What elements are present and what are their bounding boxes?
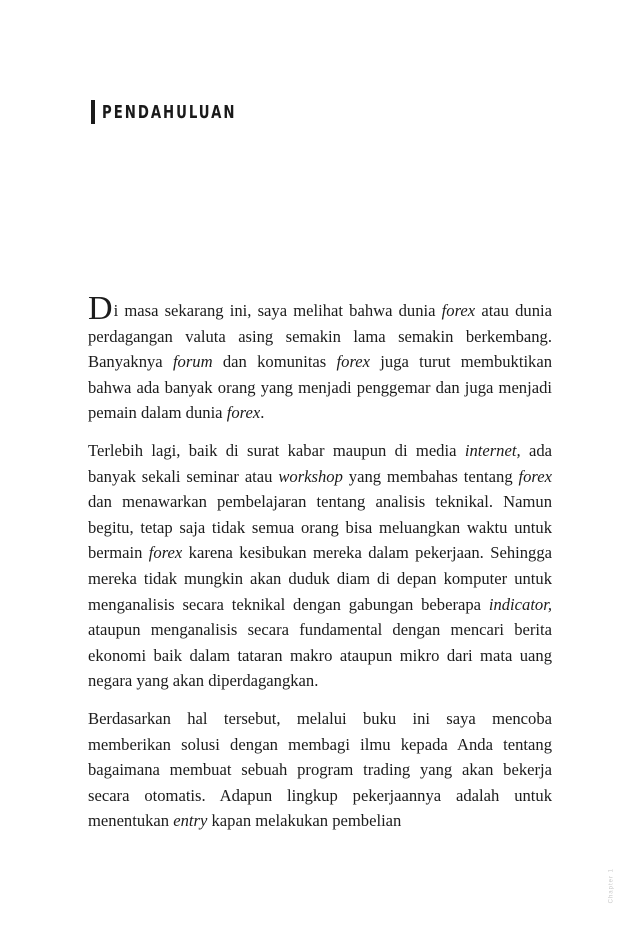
text-run: ada banyak sekali seminar atau	[88, 440, 552, 486]
paragraph-3	[88, 706, 552, 834]
text-run: yang membahas tentang	[342, 466, 519, 486]
chapter-title: PENDAHULUAN	[102, 101, 237, 123]
body-text	[88, 290, 553, 846]
text-run: ataupun menganalisis secara fundamental dengan mencari berita ekonomi baik dalam tataran makro ataupun mikro dari mata uang negara yang akan diperdagangkan.	[88, 620, 552, 691]
paragraph-1	[88, 290, 553, 426]
italic-term: forex	[226, 403, 261, 423]
italic-term: workshop	[278, 466, 343, 486]
heading-bar	[91, 100, 95, 124]
paragraph-content	[88, 441, 552, 690]
italic-term: internet,	[464, 440, 521, 460]
text-run: juga turut membuktikan bahwa ada banyak orang yang menjadi penggemar dan juga menjadi pemain dalam dunia	[88, 352, 553, 423]
italic-term: indicator,	[488, 594, 552, 614]
italic-term: forex	[148, 543, 183, 563]
text-run: Berdasarkan hal tersebut, melalui buku ini saya mencoba memberikan solusi dengan membagi ilmu kepada Anda tentang bagaimana membuat sebuah program trading yang akan bekerja secara otomatis. Adapun lingkup pekerjaannya adalah untuk menentukan	[88, 708, 552, 831]
italic-term: forex	[441, 301, 476, 320]
italic-term: forex	[336, 352, 371, 372]
italic-term: entry	[173, 811, 208, 831]
text-run: kapan melakukan pembelian	[207, 811, 402, 831]
text-run: .	[260, 403, 265, 423]
italic-term: forex	[518, 466, 552, 486]
text-run: karena kesibukan mereka dalam pekerjaan. Sehingga mereka tidak mungkin akan duduk diam di depan komputer untuk menganalisis secara teknikal dengan gabungan beberapa	[88, 543, 552, 614]
drop-cap: D	[88, 290, 113, 327]
text-run: atau dunia perdagangan valuta asing semakin lama semakin berkembang. Banyaknya	[88, 301, 552, 372]
text-run: dan menawarkan pembelajaran tentang analisis teknikal. Namun begitu, tetap saja tidak semua orang bisa meluangkan waktu untuk bermain	[88, 492, 552, 563]
text-run: i masa sekarang ini, saya melihat bahwa dunia	[113, 301, 442, 320]
chapter-heading	[91, 100, 266, 124]
italic-term: forum	[172, 352, 213, 372]
text-run: dan komunitas	[212, 352, 337, 372]
paragraph-content	[88, 301, 552, 422]
paragraph-2	[88, 438, 552, 694]
text-run: Terlebih lagi, baik di surat kabar maupun di media	[88, 440, 465, 460]
page-side-mark: Chapter 1	[608, 868, 614, 904]
paragraph-content	[88, 709, 552, 830]
